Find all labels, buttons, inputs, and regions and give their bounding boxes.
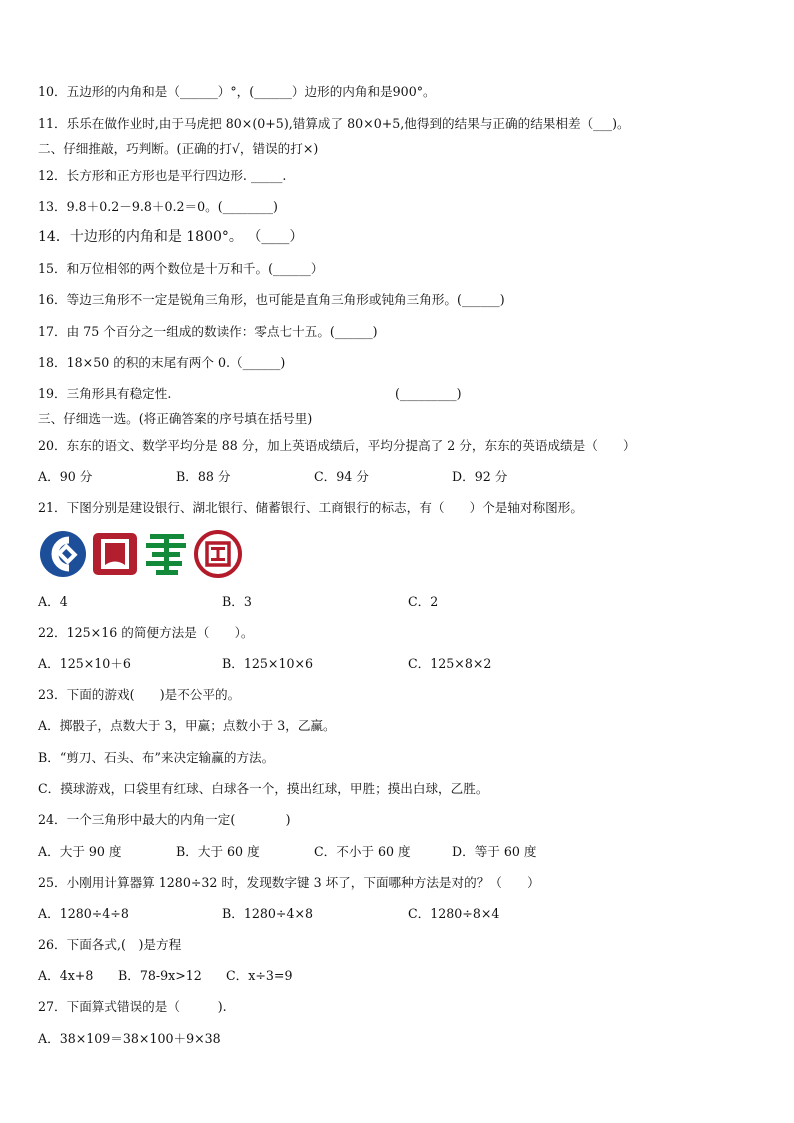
question-27: 27．下面算式错误的是（ ).: [38, 999, 227, 1014]
hubei-bank-logo-icon: [92, 532, 138, 576]
question-27-option-a: A．38×109＝38×100＋9×38: [38, 1031, 221, 1046]
question-20-option-c: C．94 分: [314, 469, 369, 484]
question-21-option-c: C．2: [408, 594, 439, 609]
question-21: 21．下图分别是建设银行、湖北银行、储蓄银行、工商银行的标志，有（ ）个是轴对称图形。: [38, 500, 583, 515]
section-3-heading: 三、仔细选一选。(将正确答案的序号填在括号里): [38, 411, 313, 426]
question-20-option-a: A．90 分: [38, 469, 93, 484]
question-26-option-b: B．78-9x>12: [118, 968, 202, 983]
question-24: 24．一个三角形中最大的内角一定( ): [38, 812, 291, 827]
question-19: 19．三角形具有稳定性.: [38, 386, 172, 401]
question-26-option-c: C．x÷3=9: [226, 968, 293, 983]
question-14: 14．十边形的内角和是 1800°。 （____）: [38, 229, 304, 245]
question-25-option-b: B．1280÷4×8: [222, 906, 314, 921]
question-23-option-a: A．掷骰子，点数大于 3，甲赢；点数小于 3，乙赢。: [38, 718, 336, 733]
question-24-option-a: A．大于 90 度: [38, 844, 122, 859]
ccb-logo-icon: [38, 530, 88, 578]
question-20-option-d: D．92 分: [452, 469, 508, 484]
question-22: 22．125×16 的简便方法是（ ）。: [38, 625, 254, 640]
question-25-option-c: C．1280÷8×4: [408, 906, 500, 921]
question-22-option-b: B．125×10×6: [222, 656, 314, 671]
question-25-option-a: A．1280÷4÷8: [38, 906, 129, 921]
question-24-option-d: D．等于 60 度: [452, 844, 537, 859]
section-2-heading: 二、仔细推敲，巧判断。(正确的打√，错误的打×): [38, 141, 319, 156]
question-23: 23．下面的游戏( )是不公平的。: [38, 687, 241, 702]
question-22-option-a: A．125×10＋6: [38, 656, 131, 671]
question-25: 25．小刚用计算器算 1280÷32 时，发现数字键 3 坏了，下面哪种方法是对的？（ ）: [38, 875, 540, 890]
question-19-blank: (_________): [395, 386, 462, 401]
question-20-option-b: B．88 分: [176, 469, 231, 484]
question-23-option-c: C．摸球游戏，口袋里有红球、白球各一个，摸出红球，甲胜；摸出白球，乙胜。: [38, 781, 489, 796]
question-16: 16．等边三角形不一定是锐角三角形，也可能是直角三角形或钝角三角形。(______): [38, 292, 505, 307]
question-11: 11．乐乐在做作业时,由于马虎把 80×(0+5),错算成了 80×0+5,他得到的结果与正确的结果相差（___)。: [38, 116, 630, 131]
question-18: 18．18×50 的积的末尾有两个 0.（______): [38, 355, 286, 370]
question-26: 26．下面各式,( )是方程: [38, 937, 182, 952]
icbc-logo-icon: [194, 530, 242, 578]
postal-savings-logo-icon: [142, 530, 190, 578]
question-12: 12．长方形和正方形也是平行四边形. _____.: [38, 168, 287, 183]
question-24-option-b: B．大于 60 度: [176, 844, 260, 859]
question-26-option-a: A．4x+8: [38, 968, 94, 983]
question-21-option-b: B．3: [222, 594, 252, 609]
question-17: 17．由 75 个百分之一组成的数读作：零点七十五。(______): [38, 324, 378, 339]
question-10: 10．五边形的内角和是（______）°，(______）边形的内角和是900°。: [38, 84, 436, 99]
question-15: 15．和万位相邻的两个数位是十万和千。(______）: [38, 261, 324, 276]
question-21-option-a: A．4: [38, 594, 68, 609]
question-13: 13．9.8＋0.2－9.8＋0.2＝0。(________): [38, 199, 278, 214]
question-23-option-b: B．“剪刀、石头、布”来决定输赢的方法。: [38, 750, 275, 765]
question-20: 20．东东的语文、数学平均分是 88 分，加上英语成绩后，平均分提高了 2 分，东东的英语成绩是（ ）: [38, 438, 636, 453]
question-24-option-c: C．不小于 60 度: [314, 844, 411, 859]
question-22-option-c: C．125×8×2: [408, 656, 492, 671]
